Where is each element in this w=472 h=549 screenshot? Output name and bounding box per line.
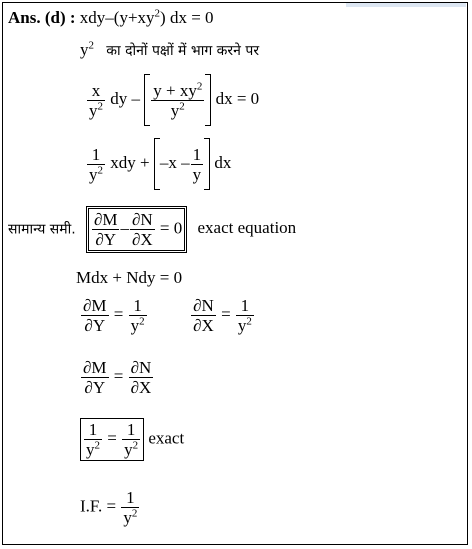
header-strip bbox=[346, 3, 466, 7]
boxed-exact-condition: $\frac{\partial M}{\partial Y}$ – $\frac{\partial N}{\partial X}$ = 0 bbox=[86, 206, 187, 253]
frac-x-y2: $\frac{x}{y^2}$ bbox=[89, 80, 103, 120]
frac-y-xy2: $\frac{y + xy^2}{y^2}$ bbox=[153, 79, 203, 120]
line-divide: $y^2$ का दोनों पक्षों में भाग करने पर bbox=[80, 39, 260, 59]
right-bracket bbox=[204, 138, 210, 190]
frac-1-y: $\frac{1}{y}$ bbox=[192, 144, 202, 184]
line-answer: Ans. (d) : xdy–$(y+xy^2)$ dx = 0 bbox=[8, 7, 214, 27]
answer-label: Ans. (d) : bbox=[8, 8, 76, 27]
line-mdx-ndy: Mdx + Ndy = 0 bbox=[76, 268, 183, 287]
line-partials: $\frac{\partial M}{\partial Y}$ = $\frac{1}{y^2}$ $\frac{\partial N}{\partial X}$ = $\frac{1}{y^2}$ bbox=[83, 296, 252, 335]
line-integrating-factor: I.F. = $\frac{1}{y^2}$ bbox=[80, 488, 138, 527]
line-separated-eq: $\frac{1}{y^2}$ xdy + –x – $\frac{1}{y}$ dx bbox=[86, 138, 231, 190]
line-exact-box: $\frac{1}{y^2}$ = $\frac{1}{y^2}$ exact bbox=[80, 418, 184, 461]
left-bracket bbox=[144, 74, 150, 126]
boxed-equality: $\frac{1}{y^2}$ = $\frac{1}{y^2}$ bbox=[80, 418, 144, 461]
line-divided-eq: $\frac{x}{y^2}$ dy – $\frac{y + xy^2}{y^2}$ dx = 0 bbox=[86, 74, 259, 126]
right-bracket bbox=[205, 74, 211, 126]
line-exact-condition: सामान्य समी. $\frac{\partial M}{\partial Y}$ – $\frac{\partial N}{\partial X}$ = 0 exact equation bbox=[8, 206, 296, 253]
line-partials-equal: $\frac{\partial M}{\partial Y}$ = $\frac{\partial N}{\partial X}$ bbox=[83, 358, 152, 397]
frac-1-y2: $\frac{1}{y^2}$ bbox=[89, 144, 103, 184]
